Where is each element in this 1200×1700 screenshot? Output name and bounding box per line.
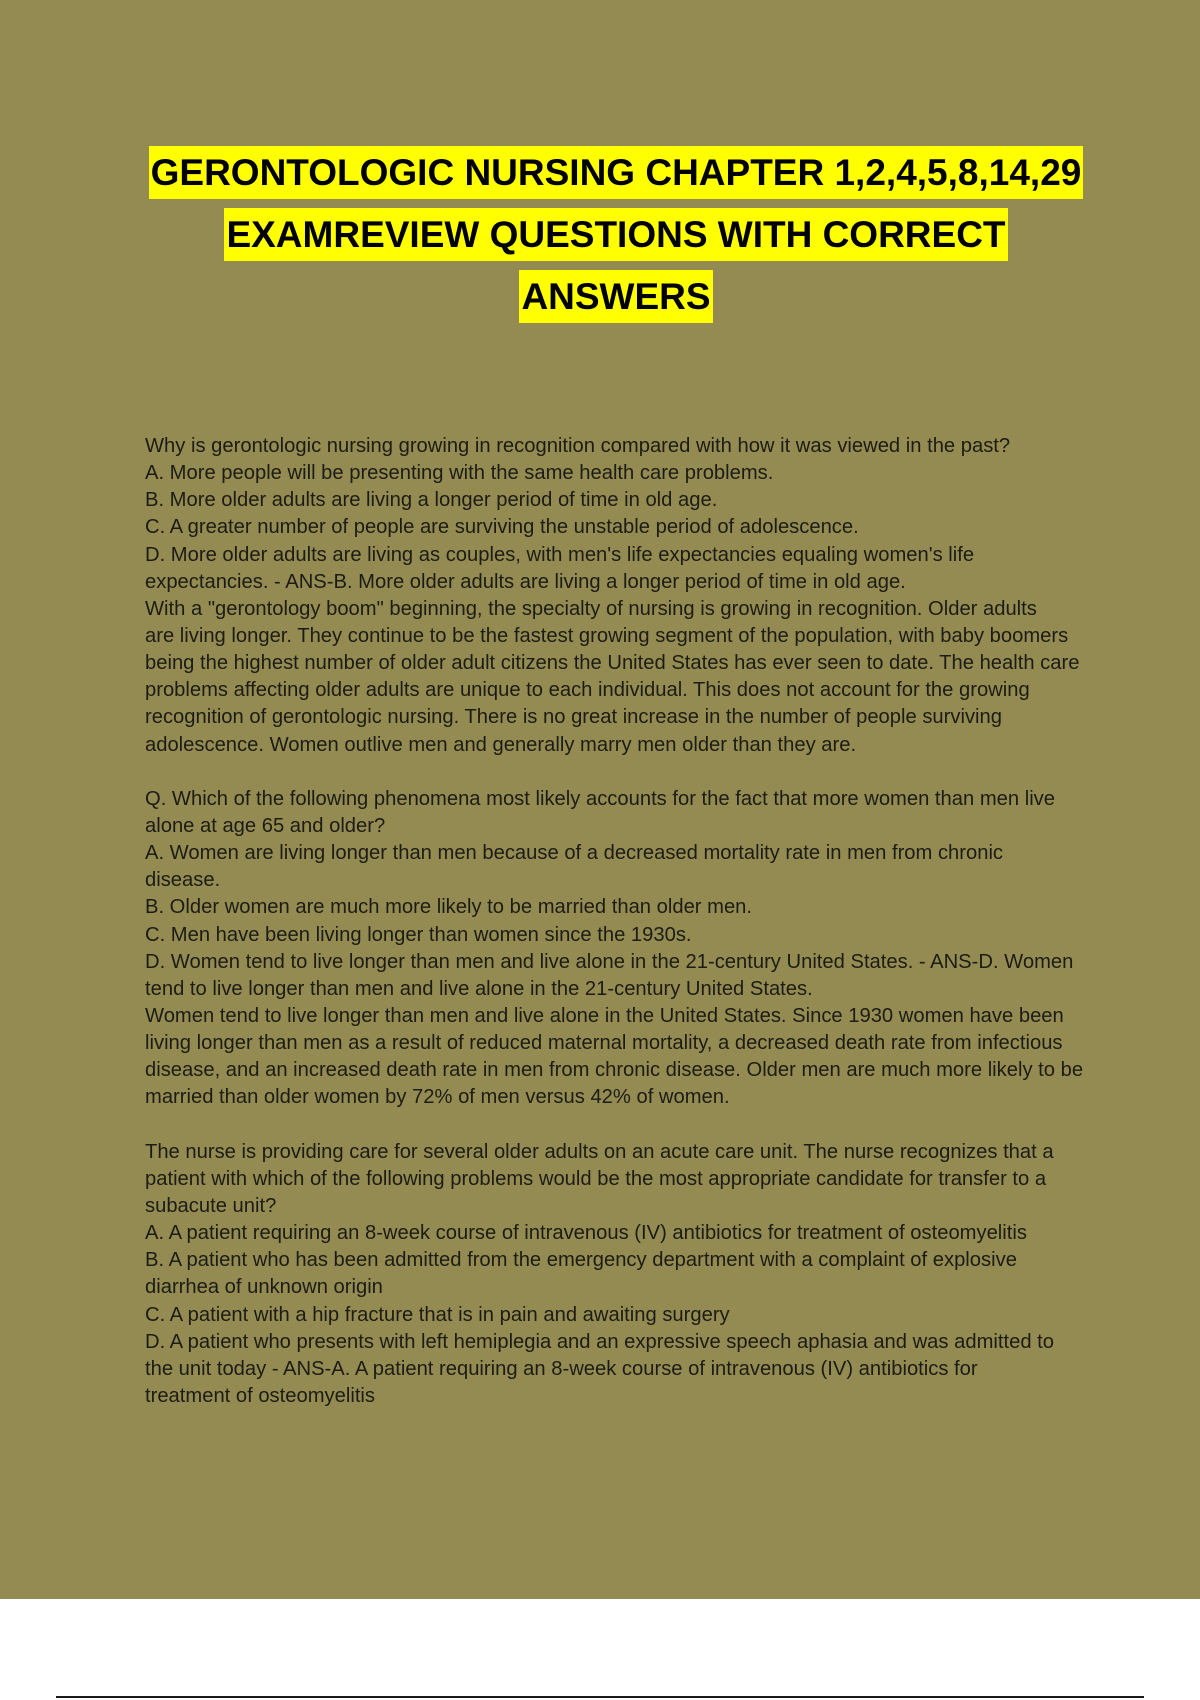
- question-3: [145, 1139, 1105, 1410]
- answer-line: the unit today - ANS-A. A patient requiring an 8-week course of intravenous (IV) antibiotics for: [145, 1357, 978, 1380]
- option-c-line: C. A patient with a hip fracture that is in pain and awaiting surgery: [145, 1303, 730, 1326]
- question-1: [145, 433, 1105, 759]
- option-d-line: D. Women tend to live longer than men and live alone in the 21-century United States. - ANS-D. Women: [145, 950, 1074, 973]
- title-highlight: EXAMREVIEW QUESTIONS WITH CORRECT: [224, 208, 1007, 261]
- option-c-line: C. A greater number of people are surviving the unstable period of adolescence.: [145, 516, 859, 539]
- title-line: [145, 266, 1087, 328]
- rationale-line: problems affecting older adults are unique to each individual. This does not account for the growing: [145, 679, 1030, 702]
- rationale-line: married than older women by 72% of men versus 42% of women.: [145, 1086, 730, 1109]
- question-stem-line: subacute unit?: [145, 1194, 277, 1217]
- document-title: [145, 142, 1087, 328]
- option-b-line: B. More older adults are living a longer period of time in old age.: [145, 489, 718, 512]
- title-line: [145, 142, 1087, 204]
- option-b-line: diarrhea of unknown origin: [145, 1276, 383, 1299]
- footer-divider: [56, 1696, 1144, 1698]
- answer-line: expectancies. - ANS-B. More older adults are living a longer period of time in old age.: [145, 570, 906, 593]
- title-highlight: ANSWERS: [519, 270, 712, 323]
- option-a-line: A. More people will be presenting with the same health care problems.: [145, 462, 774, 485]
- question-stem-line: Q. Which of the following phenomena most likely accounts for the fact that more women than men live: [145, 787, 1056, 810]
- option-a-line: A. Women are living longer than men because of a decreased mortality rate in men from chronic: [145, 842, 1004, 865]
- question-stem-line: alone at age 65 and older?: [145, 814, 386, 837]
- option-d-line: D. More older adults are living as couples, with men's life expectancies equaling women's life: [145, 543, 975, 566]
- answer-line: treatment of osteomyelitis: [145, 1384, 376, 1407]
- question-stem-line: The nurse is providing care for several older adults on an acute care unit. The nurse recognizes that a: [145, 1140, 1054, 1163]
- option-d-line: D. A patient who presents with left hemiplegia and an expressive speech aphasia and was admitted to: [145, 1330, 1054, 1353]
- question-stem-line: Why is gerontologic nursing growing in recognition compared with how it was viewed in the past?: [145, 435, 1011, 457]
- option-a-line: disease.: [145, 869, 221, 892]
- title-line: [145, 204, 1087, 266]
- rationale-line: disease, and an increased death rate in men from chronic disease. Older men are much more likely to be: [145, 1059, 1084, 1082]
- option-c-line: C. Men have been living longer than women since the 1930s.: [145, 923, 692, 946]
- rationale-line: living longer than men as a result of reduced maternal mortality, a decreased death rate from infectious: [145, 1032, 1063, 1055]
- question-2: [145, 786, 1105, 1112]
- rationale-line: Women tend to live longer than men and live alone in the United States. Since 1930 women have been: [145, 1004, 1064, 1027]
- rationale-line: recognition of gerontologic nursing. There is no great increase in the number of people surviving: [145, 706, 1002, 729]
- option-b-line: B. Older women are much more likely to be married than older men.: [145, 896, 753, 919]
- rationale-line: adolescence. Women outlive men and generally marry men older than they are.: [145, 733, 857, 756]
- option-b-line: B. A patient who has been admitted from the emergency department with a complaint of explosive: [145, 1249, 1017, 1272]
- title-highlight: GERONTOLOGIC NURSING CHAPTER 1,2,4,5,8,14,29: [149, 146, 1084, 199]
- question-stem-line: patient with which of the following problems would be the most appropriate candidate for transfer to a: [145, 1167, 1047, 1190]
- option-a-line: A. A patient requiring an 8-week course of intravenous (IV) antibiotics for treatment of osteomyelitis: [145, 1222, 1027, 1245]
- rationale-line: With a "gerontology boom" beginning, the specialty of nursing is growing in recognition. Older adults: [145, 597, 1037, 620]
- rationale-line: are living longer. They continue to be the fastest growing segment of the population, with baby boomers: [145, 624, 1069, 647]
- questions-content: [145, 433, 1105, 1437]
- answer-line: tend to live longer than men and live alone in the 21-century United States.: [145, 977, 813, 1000]
- rationale-line: being the highest number of older adult citizens the United States has ever seen to date. The health care: [145, 652, 1080, 675]
